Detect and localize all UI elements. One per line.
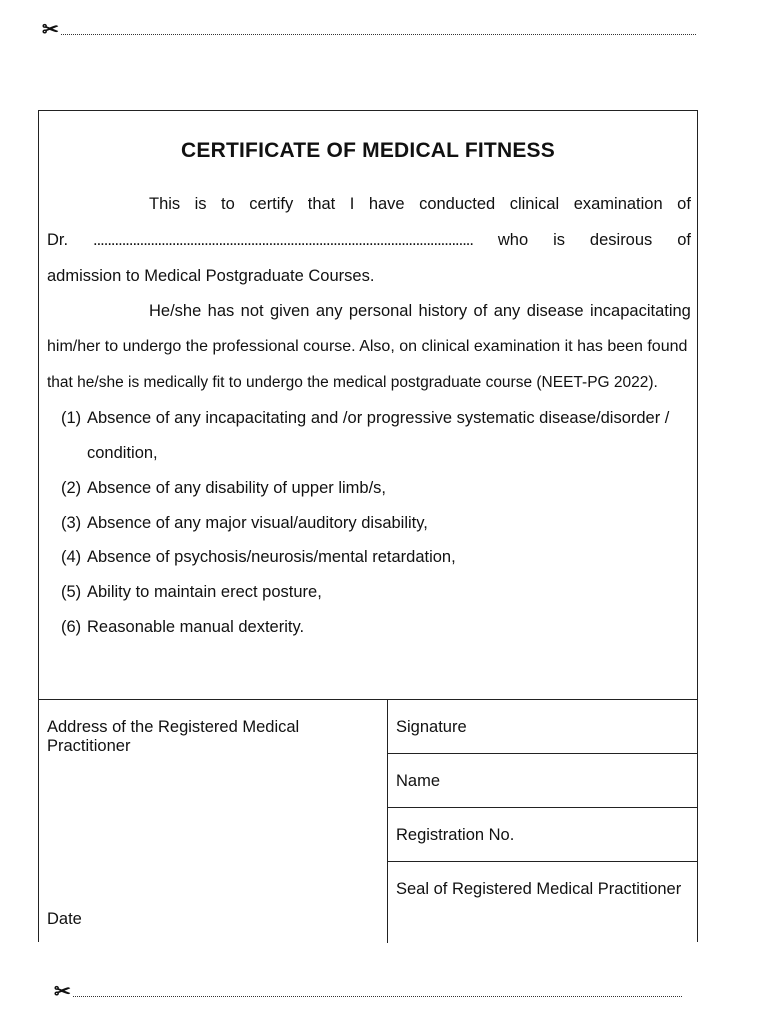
condition-item xyxy=(61,618,693,637)
word: history xyxy=(418,302,468,320)
word: is xyxy=(194,195,207,213)
signature-label: Signature xyxy=(396,718,467,736)
word: any xyxy=(493,302,521,320)
item-text: Ability to maintain erect posture, xyxy=(87,583,322,601)
date-label: Date xyxy=(47,910,82,928)
bottom-cut-line xyxy=(54,982,682,1002)
signature-field xyxy=(388,700,698,754)
word: This xyxy=(149,195,181,213)
name-label: Name xyxy=(396,772,441,790)
para1-line3: admission to Medical Postgraduate Courses. xyxy=(47,267,375,285)
name-blank: .......................................................................................................... xyxy=(93,231,473,249)
seal-label: Seal of Registered Medical Practitioner xyxy=(396,880,682,898)
item-number: (1) xyxy=(61,409,82,427)
condition-item xyxy=(61,514,693,533)
word: clinical xyxy=(509,195,560,213)
condition-item xyxy=(61,548,693,567)
word: of xyxy=(473,302,488,320)
word: I xyxy=(349,195,355,213)
item-text: Absence of any incapacitating and /or progressive systematic disease/disorder / xyxy=(87,409,670,427)
certificate-box xyxy=(38,110,698,942)
word: desirous xyxy=(589,231,653,249)
registration-label: Registration No. xyxy=(396,826,515,844)
name-field xyxy=(388,754,698,808)
scissors-icon: ✂ xyxy=(54,981,71,1003)
condition-item xyxy=(61,583,693,602)
word: given xyxy=(270,302,310,320)
para1-line1 xyxy=(47,195,691,214)
condition-item-continuation: condition, xyxy=(87,444,158,462)
para2-line3: that he/she is medically fit to undergo the medical postgraduate course (NEET-PG 2022). xyxy=(47,374,658,391)
item-number: (2) xyxy=(61,479,82,497)
word: of xyxy=(677,231,691,249)
word: that xyxy=(307,195,336,213)
word: certify xyxy=(249,195,294,213)
para2-line1 xyxy=(47,302,691,321)
item-number: (5) xyxy=(61,583,82,601)
word: is xyxy=(553,231,565,249)
word: has xyxy=(207,302,235,320)
word: disease xyxy=(526,302,584,320)
top-cut-line xyxy=(42,20,696,40)
practitioner-section xyxy=(39,699,697,943)
item-text: Absence of any major visual/auditory disability, xyxy=(87,514,428,532)
seal-field xyxy=(388,862,698,944)
para1-line2 xyxy=(47,231,691,250)
dotted-cut-line xyxy=(73,988,682,997)
word: not xyxy=(240,302,264,320)
registration-field xyxy=(388,808,698,862)
item-number: (3) xyxy=(61,514,82,532)
signature-column xyxy=(387,700,698,943)
word: any xyxy=(315,302,343,320)
item-text: Absence of psychosis/neurosis/mental retardation, xyxy=(87,548,456,566)
word: personal xyxy=(348,302,413,320)
para2-line2: him/her to undergo the professional course. Also, on clinical examination it has been found xyxy=(47,338,688,355)
item-text: Absence of any disability of upper limb/s, xyxy=(87,479,386,497)
word: conducted xyxy=(419,195,496,213)
word: have xyxy=(368,195,405,213)
word: to xyxy=(221,195,235,213)
item-number: (6) xyxy=(61,618,82,636)
dr-prefix: Dr. xyxy=(47,231,69,249)
certificate-title: CERTIFICATE OF MEDICAL FITNESS xyxy=(181,139,555,162)
item-number: (4) xyxy=(61,548,82,566)
condition-item xyxy=(61,409,693,428)
word: He/she xyxy=(149,302,202,320)
word: who xyxy=(497,231,529,249)
word: of xyxy=(677,195,691,213)
word: examination xyxy=(573,195,663,213)
scissors-icon: ✂ xyxy=(42,19,59,41)
condition-item xyxy=(61,479,693,498)
address-label: Address of the Registered Medical Practitioner xyxy=(47,718,300,755)
dotted-cut-line xyxy=(61,26,696,35)
address-column xyxy=(39,700,387,943)
item-text: Reasonable manual dexterity. xyxy=(87,618,305,636)
word: incapacitating xyxy=(589,302,691,320)
